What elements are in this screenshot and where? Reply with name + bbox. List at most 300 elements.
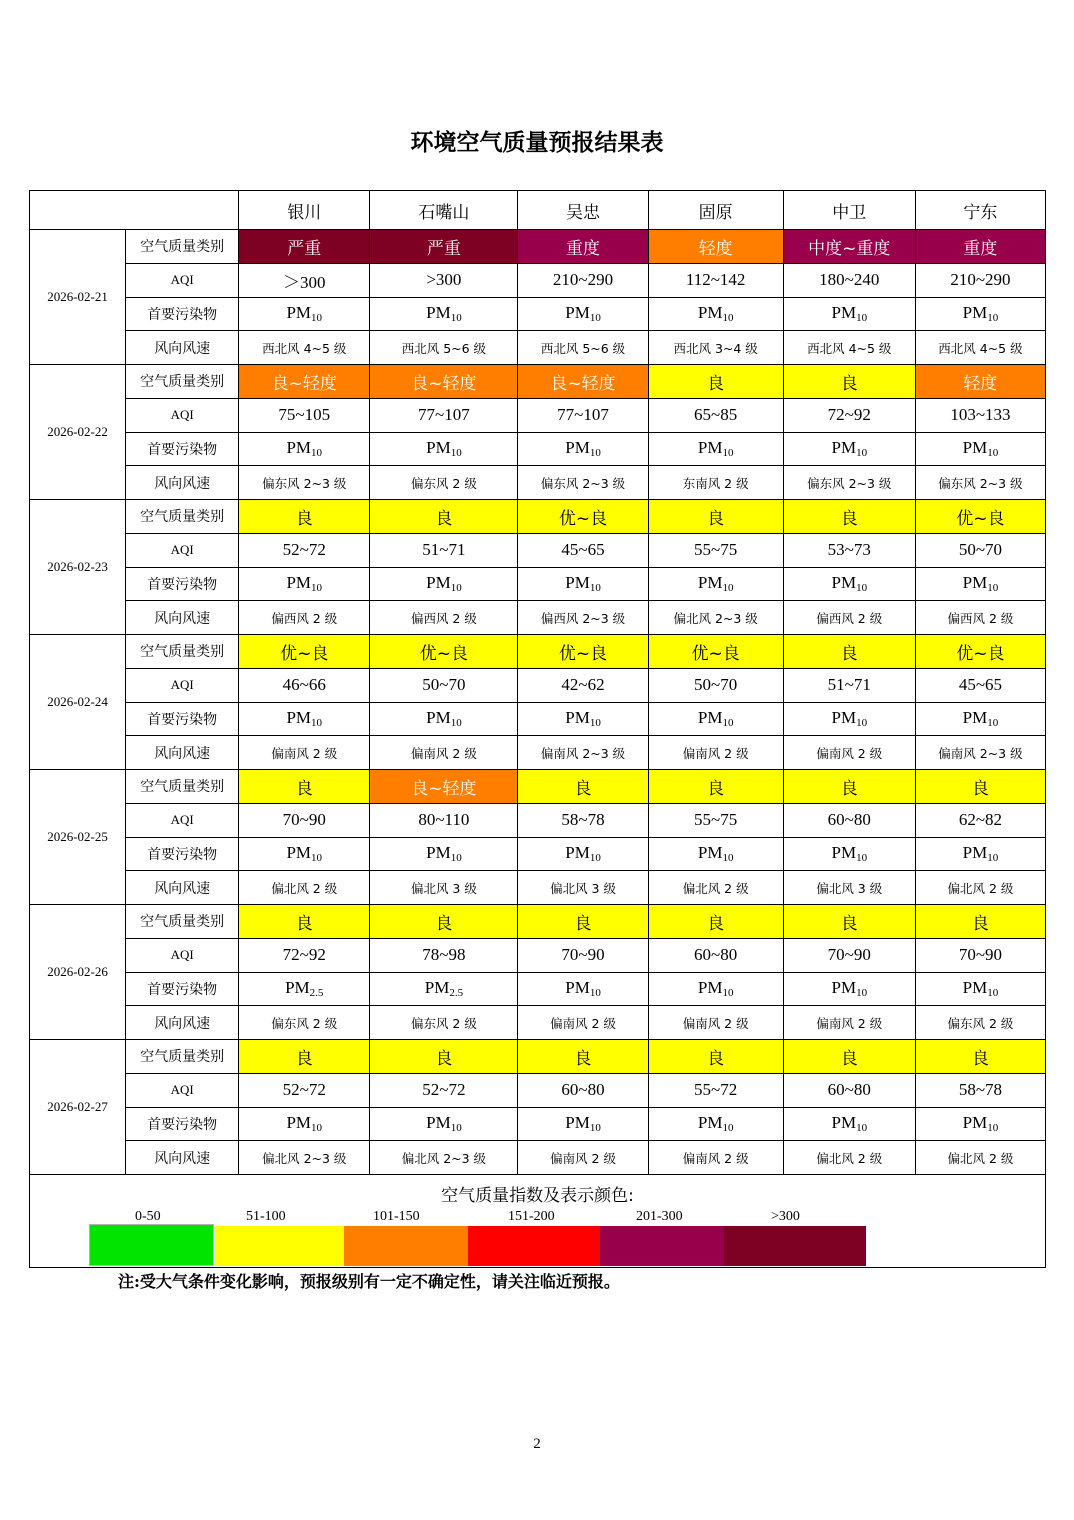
- pollutant-cell: [915, 432, 1045, 466]
- row-label-pollutant: 首要污染物: [126, 702, 239, 736]
- wind-cell: 偏东风 2 级: [370, 466, 518, 500]
- city-header: 固原: [648, 191, 783, 230]
- wind-cell: 西北风 5~6 级: [518, 331, 648, 365]
- category-cell: 严重: [239, 230, 370, 264]
- wind-cell: 偏北风 2 级: [915, 871, 1045, 905]
- pollutant-name: PM: [565, 843, 590, 863]
- pollutant-cell: [783, 1107, 915, 1141]
- pollutant-cell: [648, 702, 783, 736]
- pollutant-cell: [783, 567, 915, 601]
- forecast-date: 2026-02-22: [30, 365, 126, 500]
- table-row: [30, 365, 1046, 399]
- city-header: 石嘴山: [370, 191, 518, 230]
- pollutant-cell: [915, 837, 1045, 871]
- pollutant-cell: [518, 297, 648, 331]
- wind-cell: 偏南风 2 级: [648, 736, 783, 770]
- forecast-date: 2026-02-21: [30, 230, 126, 365]
- wind-cell: 偏南风 2~3 级: [518, 736, 648, 770]
- city-header: 吴忠: [518, 191, 648, 230]
- wind-cell: 偏南风 2 级: [518, 1141, 648, 1175]
- pollutant-subscript: 10: [311, 1122, 323, 1135]
- legend-row: [30, 1175, 1046, 1268]
- aqi-cell: 60~80: [783, 1073, 915, 1107]
- pollutant-cell: [518, 567, 648, 601]
- pollutant-subscript: 10: [987, 447, 999, 460]
- row-label-pollutant: 首要污染物: [126, 297, 239, 331]
- pollutant-name: PM: [426, 1113, 451, 1133]
- legend-swatch: [600, 1226, 724, 1266]
- legend-range-label: 101-150: [373, 1209, 420, 1224]
- wind-cell: 西北风 5~6 级: [370, 331, 518, 365]
- wind-cell: 偏北风 3 级: [783, 871, 915, 905]
- category-cell: 良: [648, 905, 783, 939]
- pollutant-subscript: 10: [450, 1122, 462, 1135]
- category-cell: 轻度: [648, 230, 783, 264]
- row-label-aqi: AQI: [126, 803, 239, 837]
- wind-cell: 偏西风 2 级: [370, 601, 518, 635]
- pollutant-cell: [370, 972, 518, 1006]
- row-label-pollutant: 首要污染物: [126, 972, 239, 1006]
- pollutant-subscript: 10: [987, 582, 999, 595]
- pollutant-subscript: 10: [856, 717, 868, 730]
- wind-cell: 西北风 4~5 级: [915, 331, 1045, 365]
- category-cell: 良: [915, 1040, 1045, 1074]
- pollutant-cell: [239, 297, 370, 331]
- aqi-cell: 180~240: [783, 263, 915, 297]
- table-row: [30, 1006, 1046, 1040]
- aqi-cell: 112~142: [648, 263, 783, 297]
- row-label-category: 空气质量类别: [126, 770, 239, 804]
- wind-cell: 偏东风 2~3 级: [239, 466, 370, 500]
- aqi-cell: 51~71: [370, 533, 518, 567]
- wind-cell: 偏北风 2~3 级: [370, 1141, 518, 1175]
- pollutant-subscript: 10: [722, 717, 734, 730]
- pollutant-name: PM: [962, 438, 988, 458]
- aqi-cell: 51~71: [783, 668, 915, 702]
- pollutant-cell: [518, 432, 648, 466]
- pollutant-subscript: 2.5: [449, 987, 464, 1000]
- pollutant-subscript: 10: [987, 717, 999, 730]
- table-row: [30, 803, 1046, 837]
- row-label-category: 空气质量类别: [126, 365, 239, 399]
- category-cell: 中度~重度: [783, 230, 915, 264]
- pollutant-subscript: 10: [856, 852, 868, 865]
- pollutant-cell: [783, 972, 915, 1006]
- row-label-aqi: AQI: [126, 533, 239, 567]
- pollutant-subscript: 10: [589, 717, 601, 730]
- category-cell: 良~轻度: [370, 770, 518, 804]
- wind-cell: 偏东风 2~3 级: [783, 466, 915, 500]
- pollutant-name: PM: [697, 303, 723, 323]
- pollutant-name: PM: [565, 438, 590, 458]
- pollutant-name: PM: [697, 1113, 723, 1133]
- page-title: 环境空气质量预报结果表: [410, 129, 664, 156]
- aqi-cell: 52~72: [239, 533, 370, 567]
- category-cell: 良: [783, 365, 915, 399]
- table-row: [30, 871, 1046, 905]
- pollutant-cell: [518, 1107, 648, 1141]
- pollutant-cell: [518, 837, 648, 871]
- wind-cell: 偏东风 2 级: [915, 1006, 1045, 1040]
- table-row: [30, 263, 1046, 297]
- wind-cell: 偏东风 2~3 级: [915, 466, 1045, 500]
- aqi-cell: 60~80: [518, 1073, 648, 1107]
- row-label-aqi: AQI: [126, 668, 239, 702]
- wind-cell: 偏南风 2 级: [783, 736, 915, 770]
- pollutant-name: PM: [697, 438, 723, 458]
- aqi-cell: 60~80: [783, 803, 915, 837]
- aqi-cell: 70~90: [783, 938, 915, 972]
- table-row: [30, 331, 1046, 365]
- pollutant-cell: [915, 972, 1045, 1006]
- wind-cell: 偏北风 3 级: [370, 871, 518, 905]
- pollutant-cell: [648, 297, 783, 331]
- pollutant-name: PM: [962, 303, 988, 323]
- wind-cell: 偏南风 2~3 级: [915, 736, 1045, 770]
- wind-cell: 偏南风 2 级: [518, 1006, 648, 1040]
- pollutant-cell: [648, 432, 783, 466]
- pollutant-subscript: 10: [856, 987, 868, 1000]
- aqi-cell: 75~105: [239, 398, 370, 432]
- pollutant-name: PM: [286, 573, 312, 593]
- pollutant-subscript: 10: [589, 1122, 601, 1135]
- pollutant-subscript: 10: [856, 447, 868, 460]
- row-label-aqi: AQI: [126, 938, 239, 972]
- header-corner: [30, 191, 239, 230]
- wind-cell: 偏北风 2 级: [783, 1141, 915, 1175]
- table-row: [30, 601, 1046, 635]
- pollutant-cell: [239, 567, 370, 601]
- row-label-wind: 风向风速: [126, 736, 239, 770]
- table-row: [30, 1073, 1046, 1107]
- wind-cell: 偏南风 2 级: [370, 736, 518, 770]
- row-label-pollutant: 首要污染物: [126, 837, 239, 871]
- pollutant-name: PM: [565, 978, 590, 998]
- legend-swatch: [344, 1226, 468, 1266]
- wind-cell: 偏西风 2 级: [239, 601, 370, 635]
- wind-cell: 偏东风 2~3 级: [518, 466, 648, 500]
- pollutant-name: PM: [286, 708, 312, 728]
- pollutant-subscript: 10: [311, 312, 323, 325]
- pollutant-cell: [239, 702, 370, 736]
- table-row: [30, 297, 1046, 331]
- table-row: [30, 905, 1046, 939]
- pollutant-subscript: 10: [722, 1122, 734, 1135]
- pollutant-name: PM: [697, 978, 723, 998]
- legend-swatch: [89, 1224, 214, 1266]
- row-label-wind: 风向风速: [126, 1141, 239, 1175]
- category-cell: 良: [648, 500, 783, 534]
- aqi-cell: 55~75: [648, 803, 783, 837]
- pollutant-name: PM: [831, 1113, 857, 1133]
- table-row: [30, 702, 1046, 736]
- table-row: [30, 736, 1046, 770]
- pollutant-subscript: 10: [311, 717, 323, 730]
- pollutant-name: PM: [424, 978, 450, 998]
- pollutant-subscript: 10: [589, 987, 601, 1000]
- pollutant-cell: [370, 837, 518, 871]
- category-cell: 良~轻度: [239, 365, 370, 399]
- pollutant-cell: [518, 702, 648, 736]
- category-cell: 良~轻度: [518, 365, 648, 399]
- pollutant-cell: [370, 1107, 518, 1141]
- pollutant-name: PM: [286, 303, 312, 323]
- table-row: [30, 398, 1046, 432]
- pollutant-name: PM: [426, 708, 451, 728]
- category-cell: 良: [783, 1040, 915, 1074]
- category-cell: 优~良: [915, 635, 1045, 669]
- table-row: [30, 837, 1046, 871]
- aqi-cell: 50~70: [915, 533, 1045, 567]
- city-header: 中卫: [783, 191, 915, 230]
- pollutant-name: PM: [286, 843, 312, 863]
- forecast-date: 2026-02-23: [30, 500, 126, 635]
- wind-cell: 偏北风 2~3 级: [648, 601, 783, 635]
- wind-cell: 偏西风 2~3 级: [518, 601, 648, 635]
- legend-swatch: [724, 1226, 866, 1266]
- pollutant-name: PM: [831, 303, 857, 323]
- table-row: [30, 770, 1046, 804]
- legend-range-label: >300: [771, 1209, 800, 1224]
- category-cell: 优~良: [915, 500, 1045, 534]
- wind-cell: 偏东风 2 级: [239, 1006, 370, 1040]
- row-label-category: 空气质量类别: [126, 500, 239, 534]
- category-cell: 优~良: [648, 635, 783, 669]
- pollutant-subscript: 10: [311, 582, 323, 595]
- aqi-cell: 52~72: [239, 1073, 370, 1107]
- aqi-cell: 70~90: [915, 938, 1045, 972]
- footnote: 注:受大气条件变化影响，预报级别有一定不确定性，请关注临近预报。: [118, 1272, 620, 1291]
- category-cell: 良: [648, 1040, 783, 1074]
- forecast-table: [29, 190, 1046, 1268]
- pollutant-name: PM: [962, 1113, 988, 1133]
- table-row: [30, 635, 1046, 669]
- pollutant-name: PM: [426, 843, 451, 863]
- pollutant-name: PM: [286, 1113, 312, 1133]
- row-label-wind: 风向风速: [126, 1006, 239, 1040]
- table-row: [30, 938, 1046, 972]
- category-cell: 良: [648, 365, 783, 399]
- pollutant-cell: [370, 297, 518, 331]
- category-cell: 严重: [370, 230, 518, 264]
- pollutant-name: PM: [565, 573, 590, 593]
- aqi-cell: 72~92: [783, 398, 915, 432]
- pollutant-name: PM: [286, 438, 312, 458]
- pollutant-subscript: 10: [450, 312, 462, 325]
- pollutant-name: PM: [565, 708, 590, 728]
- aqi-cell: 55~75: [648, 533, 783, 567]
- pollutant-cell: [783, 837, 915, 871]
- pollutant-cell: [370, 432, 518, 466]
- category-cell: 良: [915, 905, 1045, 939]
- forecast-date: 2026-02-27: [30, 1040, 126, 1175]
- aqi-cell: 210~290: [518, 263, 648, 297]
- pollutant-subscript: 10: [722, 582, 734, 595]
- wind-cell: 偏南风 2 级: [648, 1141, 783, 1175]
- category-cell: 良: [783, 635, 915, 669]
- aqi-cell: 58~78: [518, 803, 648, 837]
- wind-cell: 偏东风 2 级: [370, 1006, 518, 1040]
- table-row: [30, 668, 1046, 702]
- category-cell: 良: [648, 770, 783, 804]
- pollutant-cell: [239, 972, 370, 1006]
- row-label-pollutant: 首要污染物: [126, 432, 239, 466]
- wind-cell: 偏北风 2~3 级: [239, 1141, 370, 1175]
- aqi-cell: 103~133: [915, 398, 1045, 432]
- row-label-aqi: AQI: [126, 263, 239, 297]
- table-row: [30, 1040, 1046, 1074]
- category-cell: 优~良: [239, 635, 370, 669]
- row-label-category: 空气质量类别: [126, 905, 239, 939]
- pollutant-subscript: 10: [856, 582, 868, 595]
- pollutant-name: PM: [285, 978, 310, 998]
- table-row: [30, 1141, 1046, 1175]
- aqi-cell: 52~72: [370, 1073, 518, 1107]
- city-header-row: [30, 191, 1046, 230]
- legend-swatch: [215, 1226, 344, 1266]
- category-cell: 良: [783, 500, 915, 534]
- table-row: [30, 500, 1046, 534]
- pollutant-name: PM: [831, 573, 857, 593]
- wind-cell: 偏西风 2 级: [915, 601, 1045, 635]
- wind-cell: 西北风 4~5 级: [239, 331, 370, 365]
- wind-cell: 西北风 3~4 级: [648, 331, 783, 365]
- category-cell: 良: [518, 770, 648, 804]
- forecast-date: 2026-02-24: [30, 635, 126, 770]
- category-cell: 重度: [915, 230, 1045, 264]
- pollutant-name: PM: [962, 843, 988, 863]
- aqi-cell: 78~98: [370, 938, 518, 972]
- pollutant-subscript: 10: [450, 447, 462, 460]
- row-label-category: 空气质量类别: [126, 635, 239, 669]
- pollutant-subscript: 10: [722, 447, 734, 460]
- wind-cell: 偏南风 2 级: [783, 1006, 915, 1040]
- pollutant-subscript: 10: [722, 312, 734, 325]
- category-cell: 良: [783, 770, 915, 804]
- pollutant-cell: [370, 702, 518, 736]
- pollutant-name: PM: [831, 978, 857, 998]
- row-label-aqi: AQI: [126, 1073, 239, 1107]
- aqi-cell: 50~70: [370, 668, 518, 702]
- pollutant-subscript: 10: [589, 447, 601, 460]
- wind-cell: 西北风 4~5 级: [783, 331, 915, 365]
- legend-title: 空气质量指数及表示颜色:: [441, 1186, 634, 1206]
- pollutant-name: PM: [962, 978, 988, 998]
- pollutant-subscript: 10: [589, 852, 601, 865]
- pollutant-name: PM: [831, 438, 857, 458]
- page-number: 2: [533, 1436, 541, 1452]
- city-header: 银川: [239, 191, 370, 230]
- category-cell: 良: [239, 500, 370, 534]
- aqi-cell: 62~82: [915, 803, 1045, 837]
- pollutant-name: PM: [565, 303, 590, 323]
- aqi-cell: 50~70: [648, 668, 783, 702]
- table-row: [30, 230, 1046, 264]
- pollutant-name: PM: [962, 573, 988, 593]
- pollutant-name: PM: [831, 708, 857, 728]
- table-row: [30, 972, 1046, 1006]
- category-cell: 良~轻度: [370, 365, 518, 399]
- city-header: 宁东: [915, 191, 1045, 230]
- pollutant-cell: [648, 567, 783, 601]
- aqi-cell: 45~65: [518, 533, 648, 567]
- pollutant-subscript: 10: [722, 987, 734, 1000]
- category-cell: 良: [518, 1040, 648, 1074]
- wind-cell: 偏西风 2 级: [783, 601, 915, 635]
- pollutant-subscript: 10: [450, 717, 462, 730]
- pollutant-name: PM: [426, 573, 451, 593]
- pollutant-cell: [370, 567, 518, 601]
- legend-range-label: 151-200: [508, 1209, 555, 1224]
- legend-cell: [30, 1175, 1046, 1268]
- pollutant-subscript: 10: [450, 582, 462, 595]
- table-row: [30, 533, 1046, 567]
- aqi-cell: 55~72: [648, 1073, 783, 1107]
- aqi-cell: >300: [370, 263, 518, 297]
- category-cell: 良: [915, 770, 1045, 804]
- pollutant-name: PM: [426, 303, 451, 323]
- category-cell: 优~良: [518, 500, 648, 534]
- pollutant-subscript: 10: [311, 852, 323, 865]
- table-row: [30, 567, 1046, 601]
- row-label-wind: 风向风速: [126, 871, 239, 905]
- row-label-pollutant: 首要污染物: [126, 1107, 239, 1141]
- pollutant-cell: [239, 1107, 370, 1141]
- pollutant-name: PM: [697, 843, 723, 863]
- wind-cell: 偏北风 2 级: [648, 871, 783, 905]
- pollutant-subscript: 10: [589, 312, 601, 325]
- legend-range-label: 51-100: [246, 1209, 286, 1224]
- pollutant-subscript: 10: [311, 447, 323, 460]
- pollutant-name: PM: [962, 708, 988, 728]
- pollutant-name: PM: [697, 573, 723, 593]
- pollutant-cell: [648, 1107, 783, 1141]
- aqi-cell: ＞300: [239, 263, 370, 297]
- table-row: [30, 432, 1046, 466]
- pollutant-cell: [915, 297, 1045, 331]
- pollutant-cell: [915, 702, 1045, 736]
- table-row: [30, 1107, 1046, 1141]
- aqi-cell: 53~73: [783, 533, 915, 567]
- aqi-cell: 77~107: [370, 398, 518, 432]
- pollutant-subscript: 2.5: [309, 987, 324, 1000]
- pollutant-name: PM: [831, 843, 857, 863]
- pollutant-cell: [239, 837, 370, 871]
- aqi-cell: 77~107: [518, 398, 648, 432]
- pollutant-subscript: 10: [589, 582, 601, 595]
- row-label-pollutant: 首要污染物: [126, 567, 239, 601]
- pollutant-cell: [518, 972, 648, 1006]
- pollutant-cell: [648, 972, 783, 1006]
- legend-range-label: 0-50: [135, 1209, 161, 1224]
- wind-cell: 偏南风 2 级: [648, 1006, 783, 1040]
- legend-swatch: [468, 1226, 600, 1266]
- row-label-wind: 风向风速: [126, 466, 239, 500]
- wind-cell: 偏北风 2 级: [239, 871, 370, 905]
- category-cell: 良: [783, 905, 915, 939]
- category-cell: 良: [239, 770, 370, 804]
- wind-cell: 偏北风 3 级: [518, 871, 648, 905]
- pollutant-subscript: 10: [856, 312, 868, 325]
- pollutant-cell: [783, 297, 915, 331]
- forecast-date: 2026-02-25: [30, 770, 126, 905]
- pollutant-subscript: 10: [987, 312, 999, 325]
- aqi-cell: 210~290: [915, 263, 1045, 297]
- category-cell: 良: [370, 500, 518, 534]
- pollutant-cell: [915, 1107, 1045, 1141]
- category-cell: 良: [239, 905, 370, 939]
- wind-cell: 偏南风 2 级: [239, 736, 370, 770]
